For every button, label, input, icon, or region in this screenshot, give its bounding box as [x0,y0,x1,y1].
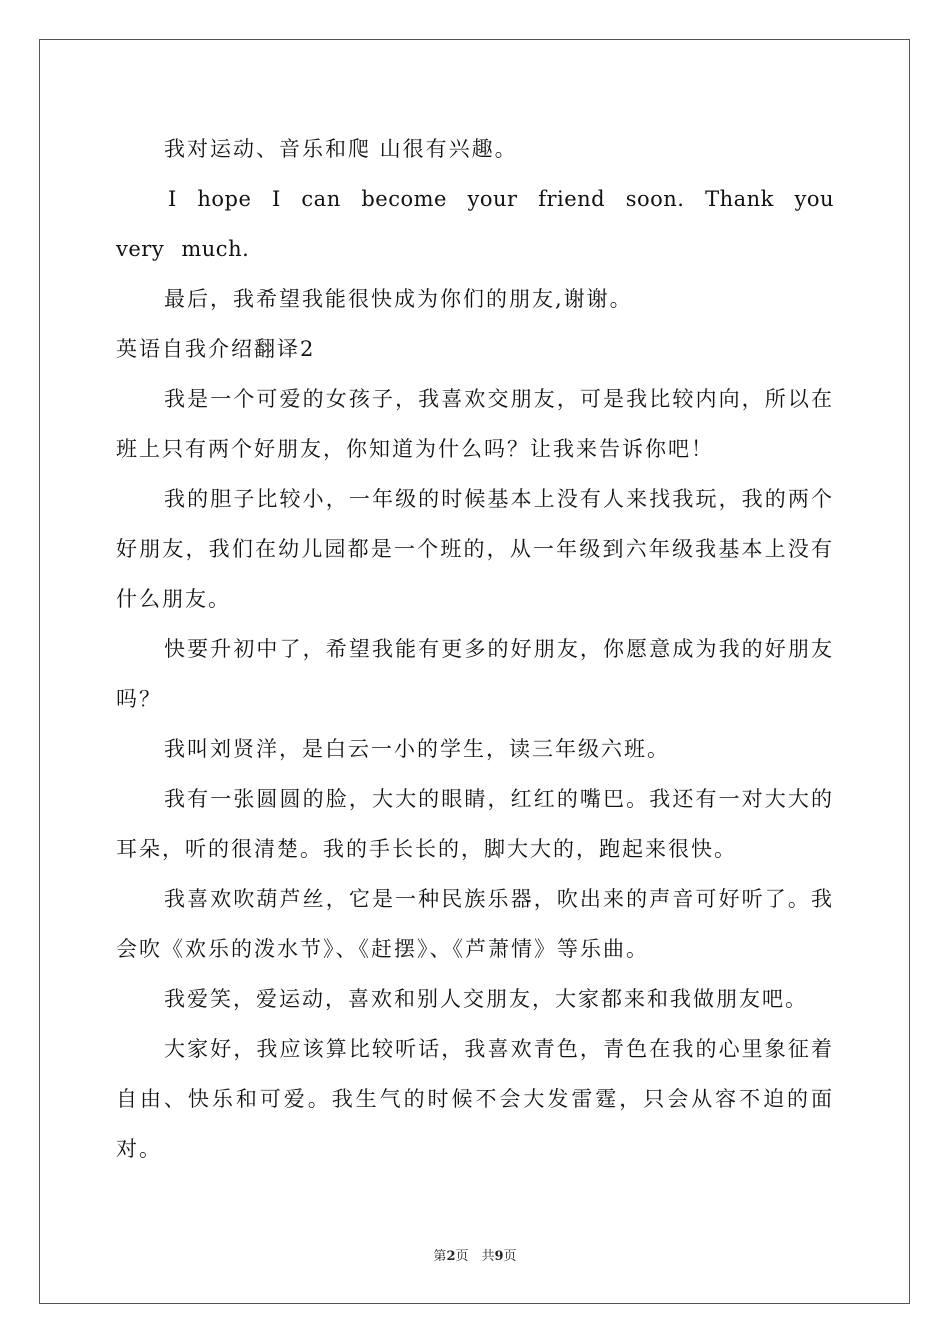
paragraph: 我叫刘贤洋，是白云一小的学生，读三年级六班。 [164,737,670,761]
page-total: 9 [494,1249,504,1264]
page-prefix: 第 [433,1249,447,1264]
paragraph: 最后，我希望我能很快成为你们的朋友,谢谢。 [164,287,633,311]
paragraph: 我爱笑，爱运动，喜欢和别人交朋友，大家都来和我做朋友吧。 [164,987,808,1011]
paragraph: 我有一张圆圆的脸，大大的眼睛，红红的嘴巴。我还有一对大大的耳朵，听的很清楚。我的手长长的，脚大大的，跑起来很快。 [116,787,834,861]
paragraph: 我是一个可爱的女孩子，我喜欢交朋友，可是我比较内向，所以在班上只有两个好朋友，你知道为什么吗？让我来告诉你吧！ [116,387,834,461]
paragraph: 我喜欢吹葫芦丝，它是一种民族乐器，吹出来的声音可好听了。我会吹《欢乐的泼水节》、《赶摆》、《芦萧情》等乐曲。 [116,887,834,961]
page-suffix: 页 [503,1249,517,1264]
paragraph-english: I hope I can become your friend soon. Thank you very much. [116,187,834,261]
paragraph: 快要升初中了，希望我能有更多的好朋友，你愿意成为我的好朋友吗？ [116,637,834,711]
page-footer [0,1245,950,1264]
document-body [116,124,834,1174]
page-number: 2 [446,1249,456,1264]
paragraph: 我的胆子比较小，一年级的时候基本上没有人来找我玩，我的两个好朋友，我们在幼儿园都是一个班的，从一年级到六年级我基本上没有什么朋友。 [116,487,834,611]
page-mid: 页 共 [455,1249,495,1264]
paragraph: 我对运动、音乐和爬 山很有兴趣。 [164,137,518,161]
paragraph: 大家好，我应该算比较听话，我喜欢青色，青色在我的心里象征着自由、快乐和可爱。我生气的时候不会大发雷霆，只会从容不迫的面对。 [116,1037,834,1161]
section-heading: 英语自我介绍翻译2 [116,337,316,361]
